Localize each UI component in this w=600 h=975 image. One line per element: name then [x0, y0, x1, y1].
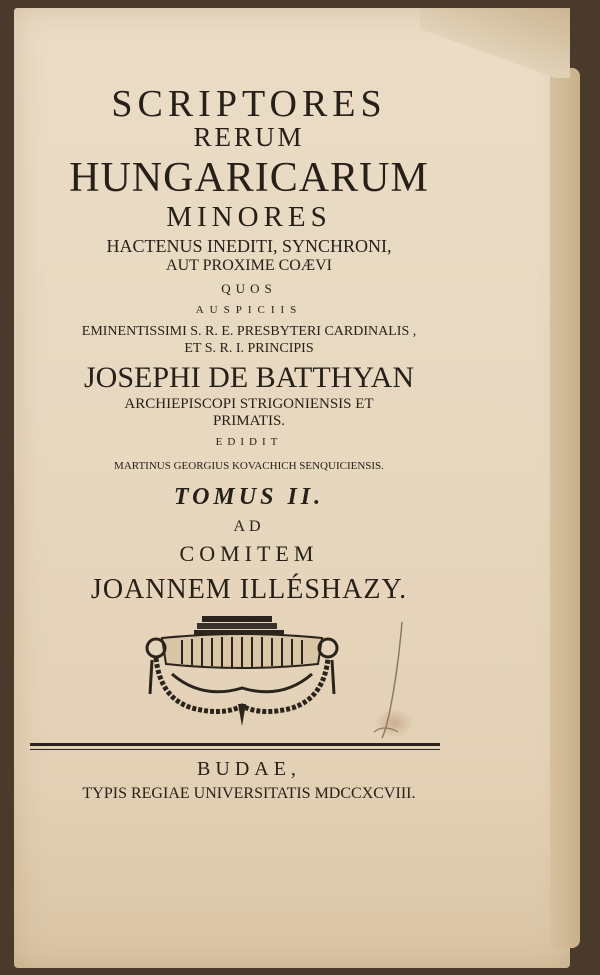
title-hungaricarum: HUNGARICARUM	[69, 155, 429, 201]
book-on-garland-vignette-icon	[142, 608, 342, 738]
pencil-mark	[364, 620, 424, 760]
title-rerum: RERUM	[193, 122, 305, 152]
subtitle-coaevi: AUT PROXIME COÆVI	[166, 257, 332, 274]
word-comitem: COMITEM	[179, 541, 319, 566]
word-edidit: EDIDIT	[215, 436, 283, 448]
paper-page	[14, 8, 570, 968]
subtitle-inediti: HACTENUS INEDITI, SYNCHRONI,	[106, 236, 392, 256]
thick-rule	[30, 743, 440, 746]
word-auspiciis: AUSPICIIS	[195, 304, 303, 316]
title-minores: MINORES	[166, 201, 332, 233]
patron-archiepiscopi: ARCHIEPISCOPI STRIGONIENSIS ET	[124, 396, 374, 412]
word-quos: QUOS	[221, 281, 277, 296]
title-scriptores: SCRIPTORES	[111, 83, 387, 125]
patron-title: EMINENTISSIMI S. R. E. PRESBYTERI CARDINALIS ,	[81, 324, 417, 339]
imprint-city: BUDAE,	[197, 758, 301, 780]
torn-corner	[420, 8, 570, 78]
patron-name: JOSEPHI DE BATTHYAN	[83, 361, 414, 394]
dedicatee-name: JOANNEM ILLÉSHAZY.	[90, 574, 408, 605]
foxing-stain	[374, 708, 414, 738]
volume-number: TOMUS II.	[173, 484, 325, 510]
editor-name: MARTINUS GEORGIUS KOVACHICH SENQUICIENSIS.	[114, 460, 384, 472]
patron-principis: ET S. R. I. PRINCIPIS	[184, 341, 314, 356]
thin-rule	[30, 749, 440, 750]
imprint-printer: TYPIS REGIAE UNIVERSITATIS MDCCXCVIII.	[82, 785, 416, 802]
word-ad: AD	[233, 518, 265, 535]
patron-primatis: PRIMATIS.	[212, 413, 286, 429]
